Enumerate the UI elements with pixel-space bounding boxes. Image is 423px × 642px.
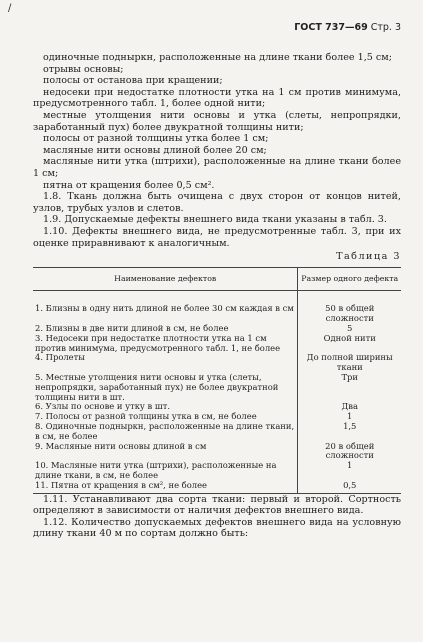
table-row	[33, 373, 401, 402]
table-row	[33, 422, 401, 442]
defect-size: 5	[347, 323, 353, 334]
defect-size: 1,5	[343, 421, 357, 432]
table-row	[33, 481, 401, 493]
paragraph: полосы от разной толщины утка более 1 см;	[43, 133, 269, 145]
defect-name: 3. Недосеки при недостатке плотности утка на 1 см против минимума, предусмотренного табл. 1, не более	[33, 334, 298, 354]
paragraph: масляные нити основы длиной более 20 см;	[43, 144, 267, 156]
corner-mark: /	[8, 3, 12, 14]
defect-name: 1. Близны в одну нить длиной не более 30 см каждая в см	[33, 304, 298, 324]
paragraph: отрывы основы;	[43, 63, 124, 75]
paragraph: одиночные подныркн, расположенные на длине ткани более 1,5 см;	[43, 52, 392, 63]
defect-name: 8. Одиночные подныркн, расположенные на длине ткани, в см, не более	[33, 422, 298, 442]
column-header-defect-size: Размер одного дефекта	[298, 267, 401, 291]
paragraph: пятна от кращения более 0,5 см².	[43, 179, 215, 191]
clause-1-8: 1.8. Ткань должна быть очищена с двух сторон от концов нитей, узлов, трубых узлов и слетов.	[33, 191, 401, 214]
table-caption: Таблица 3	[336, 251, 401, 263]
defect-size: 0,5	[298, 481, 401, 493]
table-header-row	[33, 267, 401, 291]
defect-name: 4. Пролеты	[33, 353, 298, 373]
defect-size: Три	[341, 372, 358, 383]
table-row	[33, 304, 401, 324]
defect-name: 2. Близны в две нити длиной в см, не более	[33, 324, 298, 334]
clause-1-11: 1.11. Устанавливают два сорта ткани: первый и второй. Сортность определяют в зависимости от наличия дефектов внешнего вида.	[33, 493, 401, 517]
defect-size: Одной нити	[323, 332, 376, 343]
defect-name: 6. Узлы по основе и утку в шт.	[33, 402, 298, 412]
defect-name: 9. Масляные нити основы длиной в см	[33, 442, 298, 462]
page-number: Стр. 3	[370, 22, 401, 33]
defect-size: До полной ширины ткани	[306, 352, 393, 373]
clause-1-9: 1.9. Допускаемые дефекты внешнего вида ткани указаны в табл. 3.	[43, 214, 387, 226]
table-row	[33, 461, 401, 481]
column-header-defect-name: Наименование дефектов	[33, 267, 298, 291]
defect-size: Два	[341, 401, 358, 412]
defect-name: 10. Масляные нити утка (штрихи), расположенные на длине ткани, в см, не более	[33, 461, 298, 481]
defect-size: 1	[347, 411, 353, 422]
defect-size: 1	[347, 460, 353, 471]
defect-size: 50 в общей сложности	[325, 303, 375, 324]
paragraph: полосы от останова при кращении;	[43, 75, 223, 87]
defect-name: 11. Пятна от кращения в см², не более	[33, 481, 298, 493]
defects-table	[33, 267, 401, 494]
defect-name: 5. Местные утолщения нити основы и утка (слеты, непропрядки, заработанный пух) не более двукратной толщины нити в шт.	[33, 373, 298, 402]
defect-size: 20 в общей сложности	[325, 440, 375, 461]
paragraph: местные утолщения нити основы и утка (слеты, непропрядки, заработанный пух) более двукратной толщины нити;	[33, 109, 401, 133]
gost-number: ГОСТ 737—69	[294, 22, 368, 33]
clause-1-10: 1.10. Дефекты внешнего вида, не предусмотренные табл. 3, при их оценке приравнивают к аналогичным.	[33, 225, 401, 249]
table-row	[33, 353, 401, 373]
defect-name: 7. Полосы от разной толщины утка в см, не более	[33, 412, 298, 422]
page-header	[294, 22, 401, 33]
document-body	[33, 52, 401, 540]
paragraph: масляные нити утка (штрихи), расположенные на длине ткани более 1 см;	[33, 156, 401, 179]
table-row	[33, 442, 401, 462]
clause-1-12: 1.12. Количество допускаемых дефектов внешнего вида на условную длину ткани 40 м по сортам должно быть:	[33, 516, 401, 540]
table-row	[33, 334, 401, 354]
paragraph: недосеки при недостатке плотности утка на 1 см против минимума, предусмотренного табл. 1, более одной нити;	[33, 86, 401, 110]
